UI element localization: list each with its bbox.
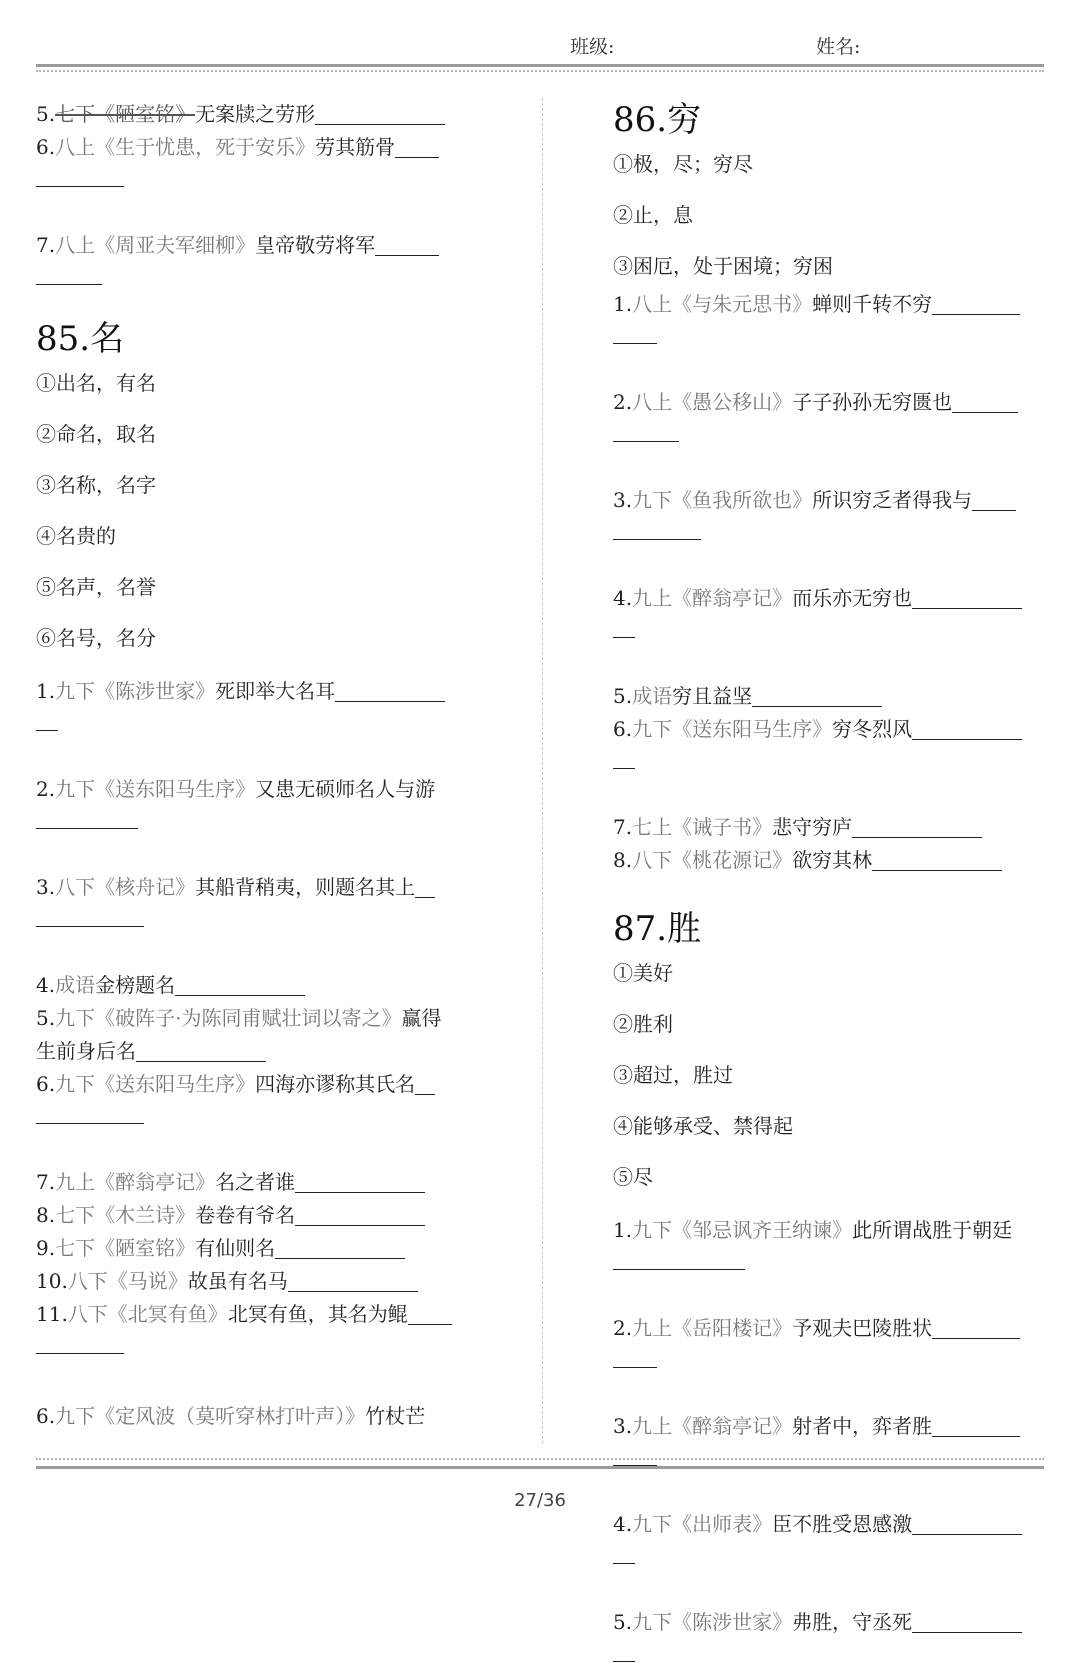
answer-blank[interactable]	[295, 1170, 425, 1193]
section-title-85: 85.名	[36, 319, 125, 359]
meaning-item: ①出名，有名	[36, 371, 156, 395]
answer-blank[interactable]	[613, 1247, 745, 1270]
class-label: 班级:	[570, 36, 615, 58]
list-item: 5.九下《破阵子·为陈同甫赋壮词以寄之》赢得	[36, 1006, 442, 1030]
meaning-item: ③困厄，处于困境；穷困	[613, 254, 833, 278]
answer-blank[interactable]	[36, 708, 58, 731]
answer-blank[interactable]	[912, 1512, 1022, 1535]
list-item: 5.七下《陋室铭》无案牍之劳形	[36, 98, 486, 131]
answer-blank[interactable]	[932, 292, 1020, 315]
answer-blank[interactable]	[415, 875, 435, 898]
list-item: 3.九下《鱼我所欲也》所识穷乏者得我与	[613, 484, 1049, 517]
answer-blank[interactable]	[912, 717, 1022, 740]
answer-blank[interactable]	[36, 1101, 144, 1124]
meaning-item: ①美好	[613, 961, 673, 985]
list-item: 4.九上《醉翁亭记》而乐亦无穷也	[613, 582, 1049, 615]
list-item: 6.九下《定风波（莫听穿林打叶声）》竹杖芒	[36, 1404, 426, 1428]
footer-rule	[36, 1458, 1044, 1469]
meaning-item: ⑥名号，名分	[36, 626, 156, 650]
list-item: 1.九下《陈涉世家》死即举大名耳	[36, 675, 486, 708]
section-title-87: 87.胜	[613, 909, 702, 949]
answer-blank[interactable]	[36, 262, 102, 285]
list-item: 2.九下《送东阳马生序》又患无硕师名人与游	[36, 777, 436, 801]
page-header	[0, 28, 1080, 58]
header-rule	[36, 64, 1044, 74]
answer-blank[interactable]	[36, 904, 144, 927]
left-column	[36, 98, 486, 1364]
answer-blank[interactable]	[872, 848, 1002, 871]
answer-blank[interactable]	[295, 1203, 425, 1226]
answer-blank[interactable]	[752, 684, 882, 707]
list-item: 7.九上《醉翁亭记》名之者谁	[36, 1166, 486, 1199]
answer-blank[interactable]	[408, 1302, 452, 1325]
column-divider	[542, 98, 543, 1444]
meaning-item: ②止，息	[613, 203, 693, 227]
meaning-item: ⑤名声，名誉	[36, 575, 156, 599]
list-item: 9.七下《陋室铭》有仙则名	[36, 1232, 486, 1265]
answer-blank[interactable]	[912, 586, 1022, 609]
list-item: 11.八下《北冥有鱼》北冥有鱼，其名为鲲	[36, 1298, 486, 1331]
answer-blank[interactable]	[932, 1316, 1020, 1339]
list-item: 3.八下《核舟记》其船背稍夷，则题名其上	[36, 871, 486, 904]
list-item: 1.八上《与朱元思书》蝉则千转不穷	[613, 288, 1049, 321]
answer-blank[interactable]	[613, 1639, 635, 1662]
meaning-item: ②命名，取名	[36, 422, 156, 446]
list-item: 2.八上《愚公移山》子子孙孙无穷匮也	[613, 386, 1049, 419]
meaning-item: ④能够承受、禁得起	[613, 1114, 793, 1138]
answer-blank[interactable]	[613, 517, 701, 540]
answer-blank[interactable]	[36, 806, 138, 829]
answer-blank[interactable]	[613, 615, 635, 638]
answer-blank[interactable]	[275, 1236, 405, 1259]
answer-blank[interactable]	[912, 1610, 1022, 1633]
answer-blank[interactable]	[613, 1345, 657, 1368]
answer-blank[interactable]	[136, 1039, 266, 1062]
list-item: 10.八下《马说》故虽有名马	[36, 1265, 486, 1298]
answer-blank[interactable]	[613, 321, 657, 344]
answer-blank[interactable]	[932, 1414, 1020, 1437]
list-item: 8.七下《木兰诗》卷卷有爷名	[36, 1199, 486, 1232]
answer-blank[interactable]	[395, 135, 439, 158]
list-item: 8.八下《桃花源记》欲穷其林	[613, 844, 1049, 877]
answer-blank[interactable]	[415, 1072, 435, 1095]
meaning-item: ④名贵的	[36, 524, 116, 548]
section-title-86: 86.穷	[613, 100, 702, 140]
answer-blank[interactable]	[852, 815, 982, 838]
list-item: 3.九上《醉翁亭记》射者中，弈者胜	[613, 1410, 1049, 1443]
list-item: 6.九下《送东阳马生序》穷冬烈风	[613, 713, 1049, 746]
meaning-item: ②胜利	[613, 1012, 673, 1036]
answer-blank[interactable]	[613, 419, 679, 442]
list-item: 6.八上《生于忧患，死于安乐》劳其筋骨	[36, 131, 486, 164]
meaning-item: ①极，尽；穷尽	[613, 152, 753, 176]
list-item: 2.九上《岳阳楼记》予观夫巴陵胜状	[613, 1312, 1049, 1345]
answer-blank[interactable]	[335, 679, 445, 702]
answer-blank[interactable]	[36, 1331, 124, 1354]
right-column	[613, 98, 1049, 1672]
list-item: 4.九下《出师表》臣不胜受恩感激	[613, 1508, 1049, 1541]
list-item: 7.八上《周亚夫军细柳》皇帝敬劳将军	[36, 229, 486, 262]
answer-blank[interactable]	[375, 233, 439, 256]
list-item: 1.九下《邹忌讽齐王纳谏》此所谓战胜于朝廷	[613, 1218, 1013, 1242]
answer-blank[interactable]	[613, 1541, 635, 1564]
answer-blank[interactable]	[952, 390, 1018, 413]
meaning-item: ③超过，胜过	[613, 1063, 733, 1087]
answer-blank[interactable]	[972, 488, 1016, 511]
list-item: 7.七上《诫子书》悲守穷庐	[613, 811, 1049, 844]
answer-blank[interactable]	[613, 746, 635, 769]
answer-blank[interactable]	[175, 973, 305, 996]
answer-blank[interactable]	[315, 102, 445, 125]
list-item: 5.成语穷且益坚	[613, 680, 1049, 713]
list-item: 5.九下《陈涉世家》弗胜，守丞死	[613, 1606, 1049, 1639]
answer-blank[interactable]	[36, 164, 124, 187]
meaning-item: ⑤尽	[613, 1165, 653, 1189]
list-item: 6.九下《送东阳马生序》四海亦谬称其氏名	[36, 1068, 486, 1101]
answer-blank[interactable]	[288, 1269, 418, 1292]
list-item-continued: 生前身后名	[36, 1035, 486, 1068]
meaning-item: ③名称，名字	[36, 473, 156, 497]
list-item: 4.成语金榜题名	[36, 969, 486, 1002]
name-label: 姓名:	[816, 36, 861, 58]
page-number: 27/36	[514, 1490, 566, 1511]
